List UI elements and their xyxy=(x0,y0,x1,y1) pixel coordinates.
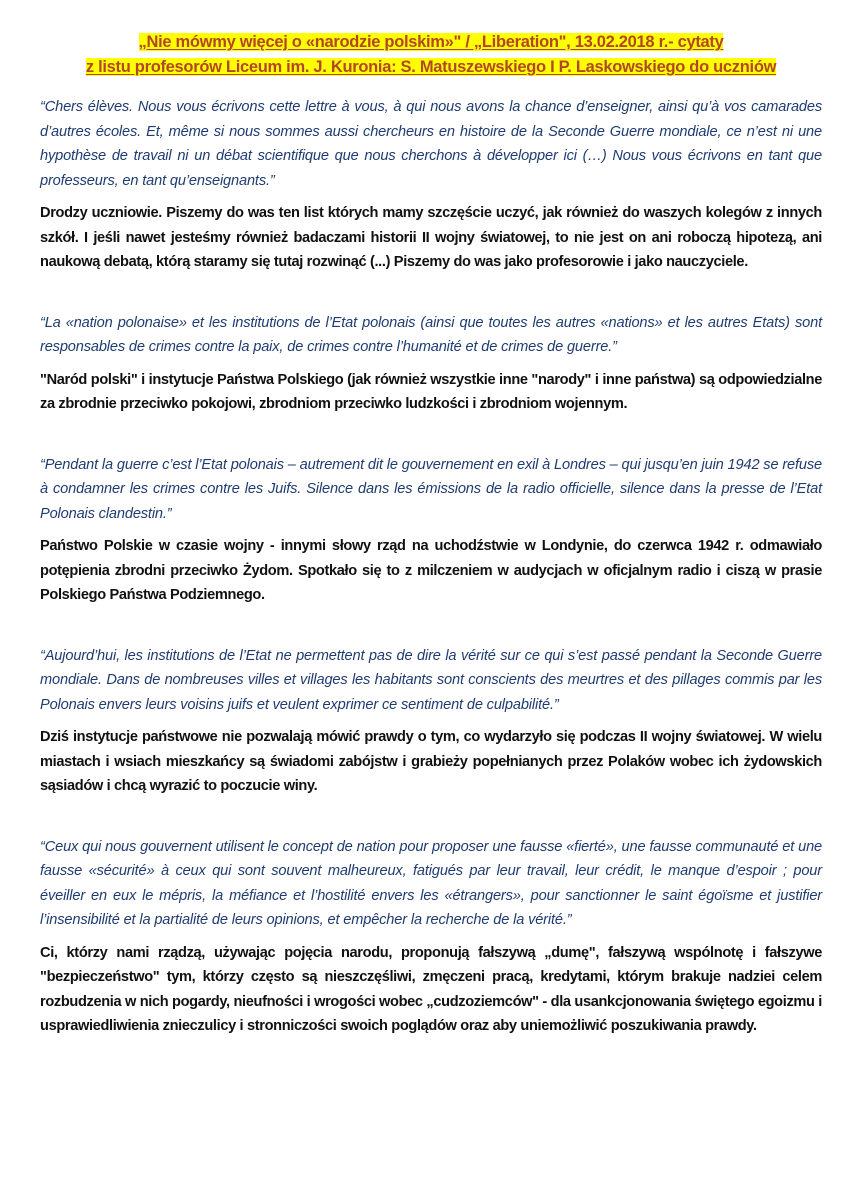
document-title xyxy=(40,30,822,80)
french-quote: “Aujourd’hui, les institutions de l’Etat ne permettent pas de dire la vérité sur ce qui s’est passé pendant la Seconde Guerre mondiale. Dans de nombreuses villes et villages les habitants sont conscients des meurtres et des pillages commis par les Polonais envers leurs voisins juifs et veulent exprimer ce sentiment de culpabilité.” xyxy=(40,647,822,713)
polish-translation: Drodzy uczniowie. Piszemy do was ten list których mamy szczęście uczyć, jak również do waszych kolegów z innych szkół. I jeśli nawet jesteśmy również badaczami historii II wojny światowej, to nie jest on ani roboczą hipotezą, ani naukową debatą, którą staramy się tutaj rozwinąć (...) Piszemy do was jako profesorowie i jako nauczyciele. xyxy=(40,205,822,270)
document-page xyxy=(40,30,822,1039)
french-quote: “La «nation polonaise» et les institutions de l’Etat polonais (ainsi que toutes les autres «nations» et les autres Etats) sont responsables de crimes contre la paix, de crimes contre l’humanité et de crimes de guerre.” xyxy=(40,314,822,355)
quote-section-5 xyxy=(40,835,822,1039)
polish-translation: Dziś instytucje państwowe nie pozwalają mówić prawdy o tym, co wydarzyło się podczas II wojny światowej. W wielu miastach i wsiach mieszkańcy są świadomi zabójstw i grabieży popełnianych przez Polaków wobec ich żydowskich sąsiadów i chcą wyrazić to poczucie winy. xyxy=(40,729,822,794)
french-quote: “Ceux qui nous gouvernent utilisent le concept de nation pour proposer une fausse «fierté», une fausse communauté et une fausse «sécurité» à ceux qui sont souvent malheureux, fatigués par leur travail, leur crédit, le manque d’espoir ; pour éveiller en eux le mépris, la méfiance et l’hostilité envers les «étrangers», pour sanctionner le saint égoïsme et justifier l’insensibilité et la partialité de leurs opinions, et empêcher la recherche de la vérité.” xyxy=(40,838,822,928)
french-quote: “Chers élèves. Nous vous écrivons cette lettre à vous, à qui nous avons la chance d’enseigner, ainsi qu’à vos camarades d’autres écoles. Et, même si nous sommes aussi chercheurs en histoire de la Seconde Guerre mondiale, ce n’est ni une hypothèse de travail ni un débat scientifique que nous cherchons à développer ici (…) Nous vous écrivons en tant que professeurs, en tant qu’enseignants.” xyxy=(40,99,822,189)
quote-section-4 xyxy=(40,644,822,799)
title-line-2: z listu profesorów Liceum im. J. Kuronia: S. Matuszewskiego I P. Laskowskiego do uczniów xyxy=(85,58,777,76)
french-quote: “Pendant la guerre c’est l’Etat polonais – autrement dit le gouvernement en exil à Londres – qui jusqu’en juin 1942 se refuse à condamner les crimes contre les Juifs. Silence dans les émissions de la radio officielle, silence dans la presse de l’Etat Polonais clandestin.” xyxy=(40,456,822,522)
polish-translation: Ci, którzy nami rządzą, używając pojęcia narodu, proponują fałszywą „dumę", fałszywą wspólnotę i fałszywe "bezpieczeństwo" tym, którzy często są nieszczęśliwi, zmęczeni pracą, kredytami, którym brakuje nadziei celem rozbudzenia w nich pogardy, nieufności i wrogości wobec „cudzoziemców" - dla usankcjonowania świętego egoizmu i usprawiedliwienia znieczulicy i stronniczości swoich poglądów oraz aby uniemożliwić poszukiwania prawdy. xyxy=(40,944,822,1034)
quote-section-3 xyxy=(40,453,822,608)
quote-section-2 xyxy=(40,311,822,417)
polish-translation: "Naród polski" i instytucje Państwa Polskiego (jak również wszystkie inne "narody" i inne państwa) są odpowiedzialne za zbrodnie przeciwko pokojowi, zbrodniom przeciwko ludzkości i zbrodniom wojennym. xyxy=(40,371,822,412)
quote-section-1 xyxy=(40,95,822,275)
title-line-1: „Nie mówmy więcej o «narodzie polskim»" / „Liberation", 13.02.2018 r.- cytaty xyxy=(138,33,724,51)
polish-translation: Państwo Polskie w czasie wojny - innymi słowy rząd na uchodźstwie w Londynie, do czerwca 1942 r. odmawiało potępienia zbrodni przeciwko Żydom. Spotkało się to z milczeniem w audycjach w oficjalnym radio i ciszą w prasie Polskiego Państwa Podziemnego. xyxy=(40,538,822,603)
